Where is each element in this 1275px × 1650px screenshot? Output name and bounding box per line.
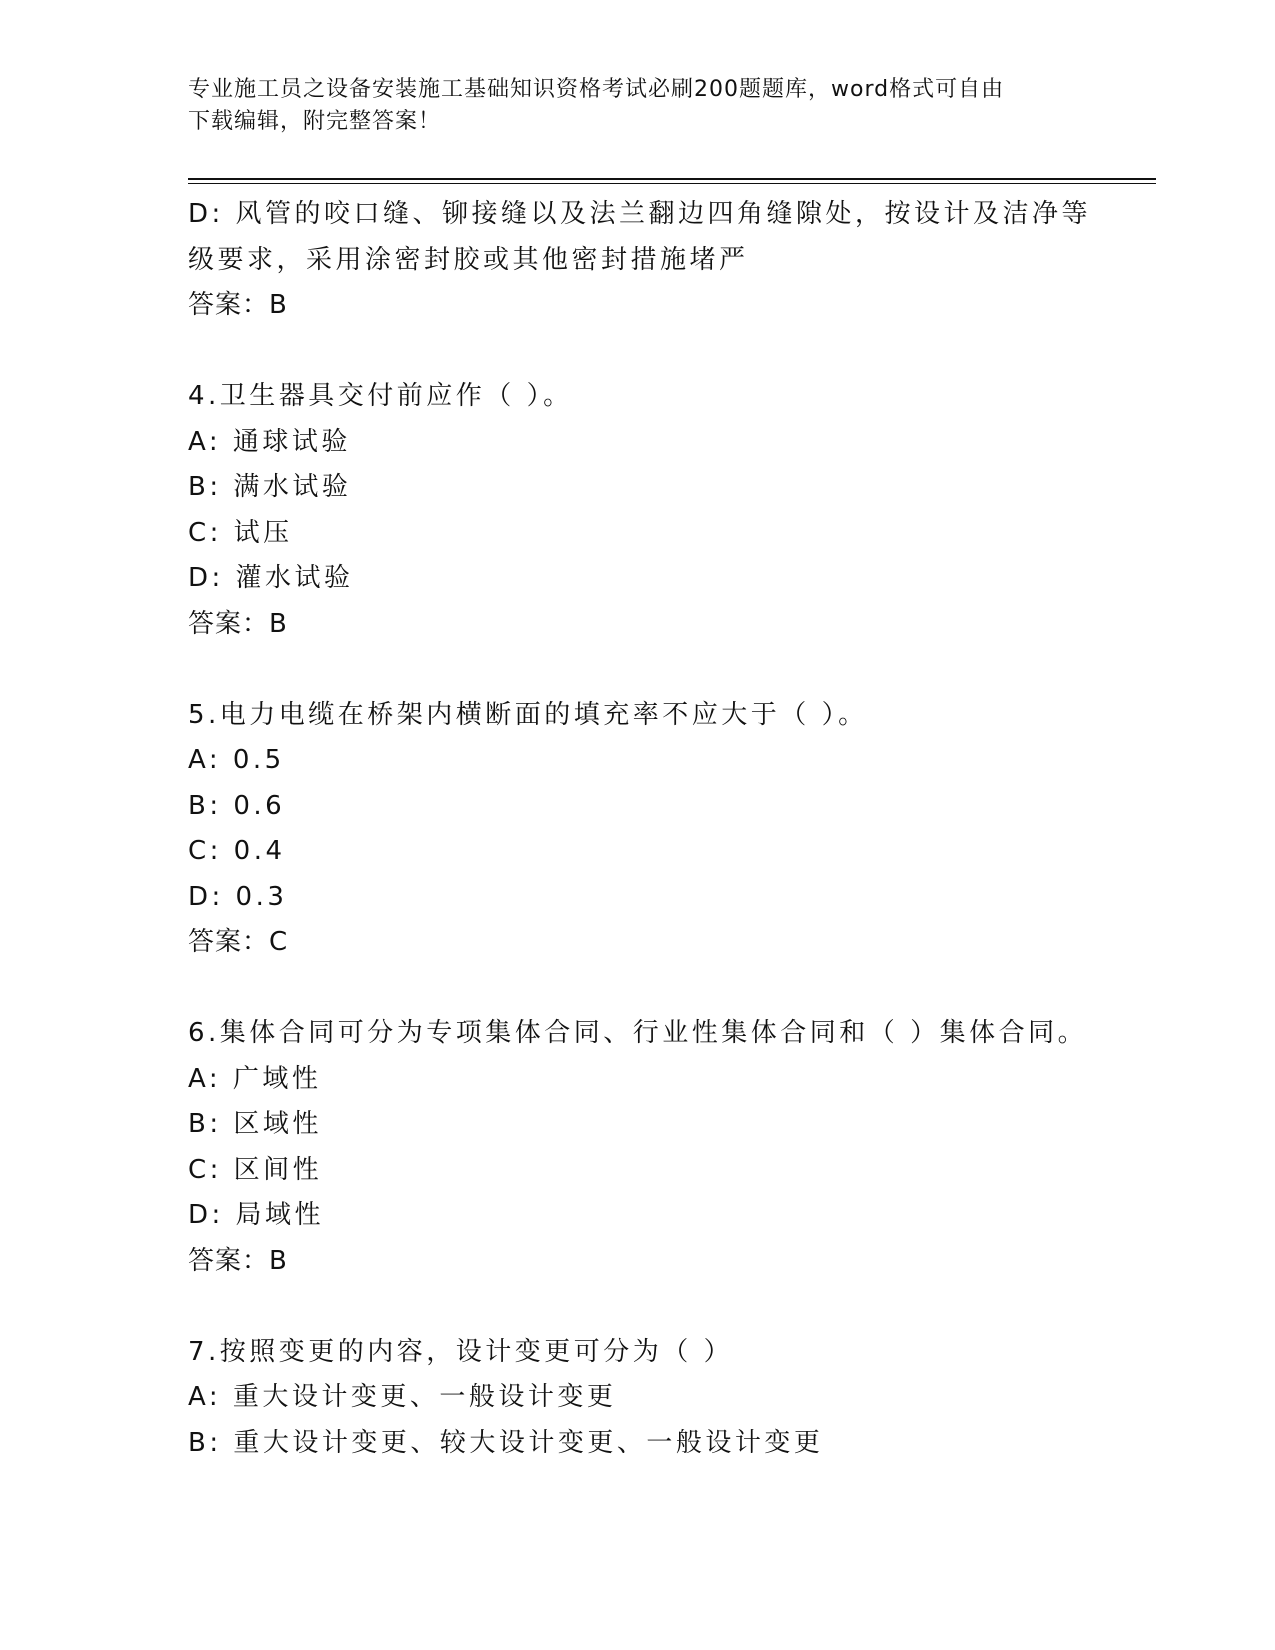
question-stem: 5.电力电缆在桥架内横断面的填充率不应大于（ ）。 (188, 699, 868, 730)
question-stem: 7.按照变更的内容，设计变更可分为（ ） (188, 1336, 734, 1367)
option-d: D: 局域性 (188, 1200, 325, 1230)
spacer (188, 647, 1088, 693)
option-c: C: 试压 (188, 517, 293, 548)
option-b: B: 区域性 (188, 1109, 322, 1139)
option-c: C: 区间性 (188, 1154, 323, 1185)
header-divider-thin (188, 183, 1156, 184)
question-3-continued (188, 192, 1092, 329)
question-5 (188, 693, 1088, 966)
option-d: D: 0.3 (188, 881, 288, 912)
spacer (188, 966, 1088, 1012)
header-title-line-1: 专业施工员之设备安装施工基础知识资格考试必刷200题题库，word格式可自由 (188, 77, 1005, 102)
option-a: A: 广域性 (188, 1063, 322, 1094)
option-a: A: 通球试验 (188, 426, 351, 457)
option-c: C: 0.4 (188, 836, 286, 866)
question-4 (188, 374, 1088, 647)
option-d-line-2: 级要求，采用涂密封胶或其他密封措施堵严 (188, 244, 749, 275)
document-header (188, 74, 1088, 138)
spacer (188, 1284, 1088, 1330)
option-b: B: 0.6 (188, 790, 286, 821)
question-7 (188, 1330, 1088, 1467)
answer-line: 答案：C (188, 927, 289, 957)
option-b: B: 满水试验 (188, 472, 352, 502)
option-d: D: 灌水试验 (188, 563, 354, 593)
answer-line: 答案：B (188, 1245, 288, 1276)
answer-line: 答案：B (188, 290, 288, 320)
question-6 (188, 1011, 1088, 1284)
option-b: B: 重大设计变更、较大设计变更、一般设计变更 (188, 1427, 824, 1458)
question-stem: 6.集体合同可分为专项集体合同、行业性集体合同和（ ）集体合同。 (188, 1018, 1088, 1048)
answer-line: 答案：B (188, 608, 288, 639)
spacer (188, 329, 1088, 375)
header-divider-thick (188, 178, 1156, 180)
option-a: A: 0.5 (188, 745, 285, 775)
option-d-line-1: D: 风管的咬口缝、铆接缝以及法兰翻边四角缝隙处，按设计及洁净等 (188, 199, 1092, 229)
option-a: A: 重大设计变更、一般设计变更 (188, 1382, 617, 1412)
header-title-line-2: 下载编辑，附完整答案！ (188, 109, 442, 134)
question-stem: 4.卫生器具交付前应作（ ）。 (188, 381, 573, 411)
question-list (188, 192, 1092, 1466)
